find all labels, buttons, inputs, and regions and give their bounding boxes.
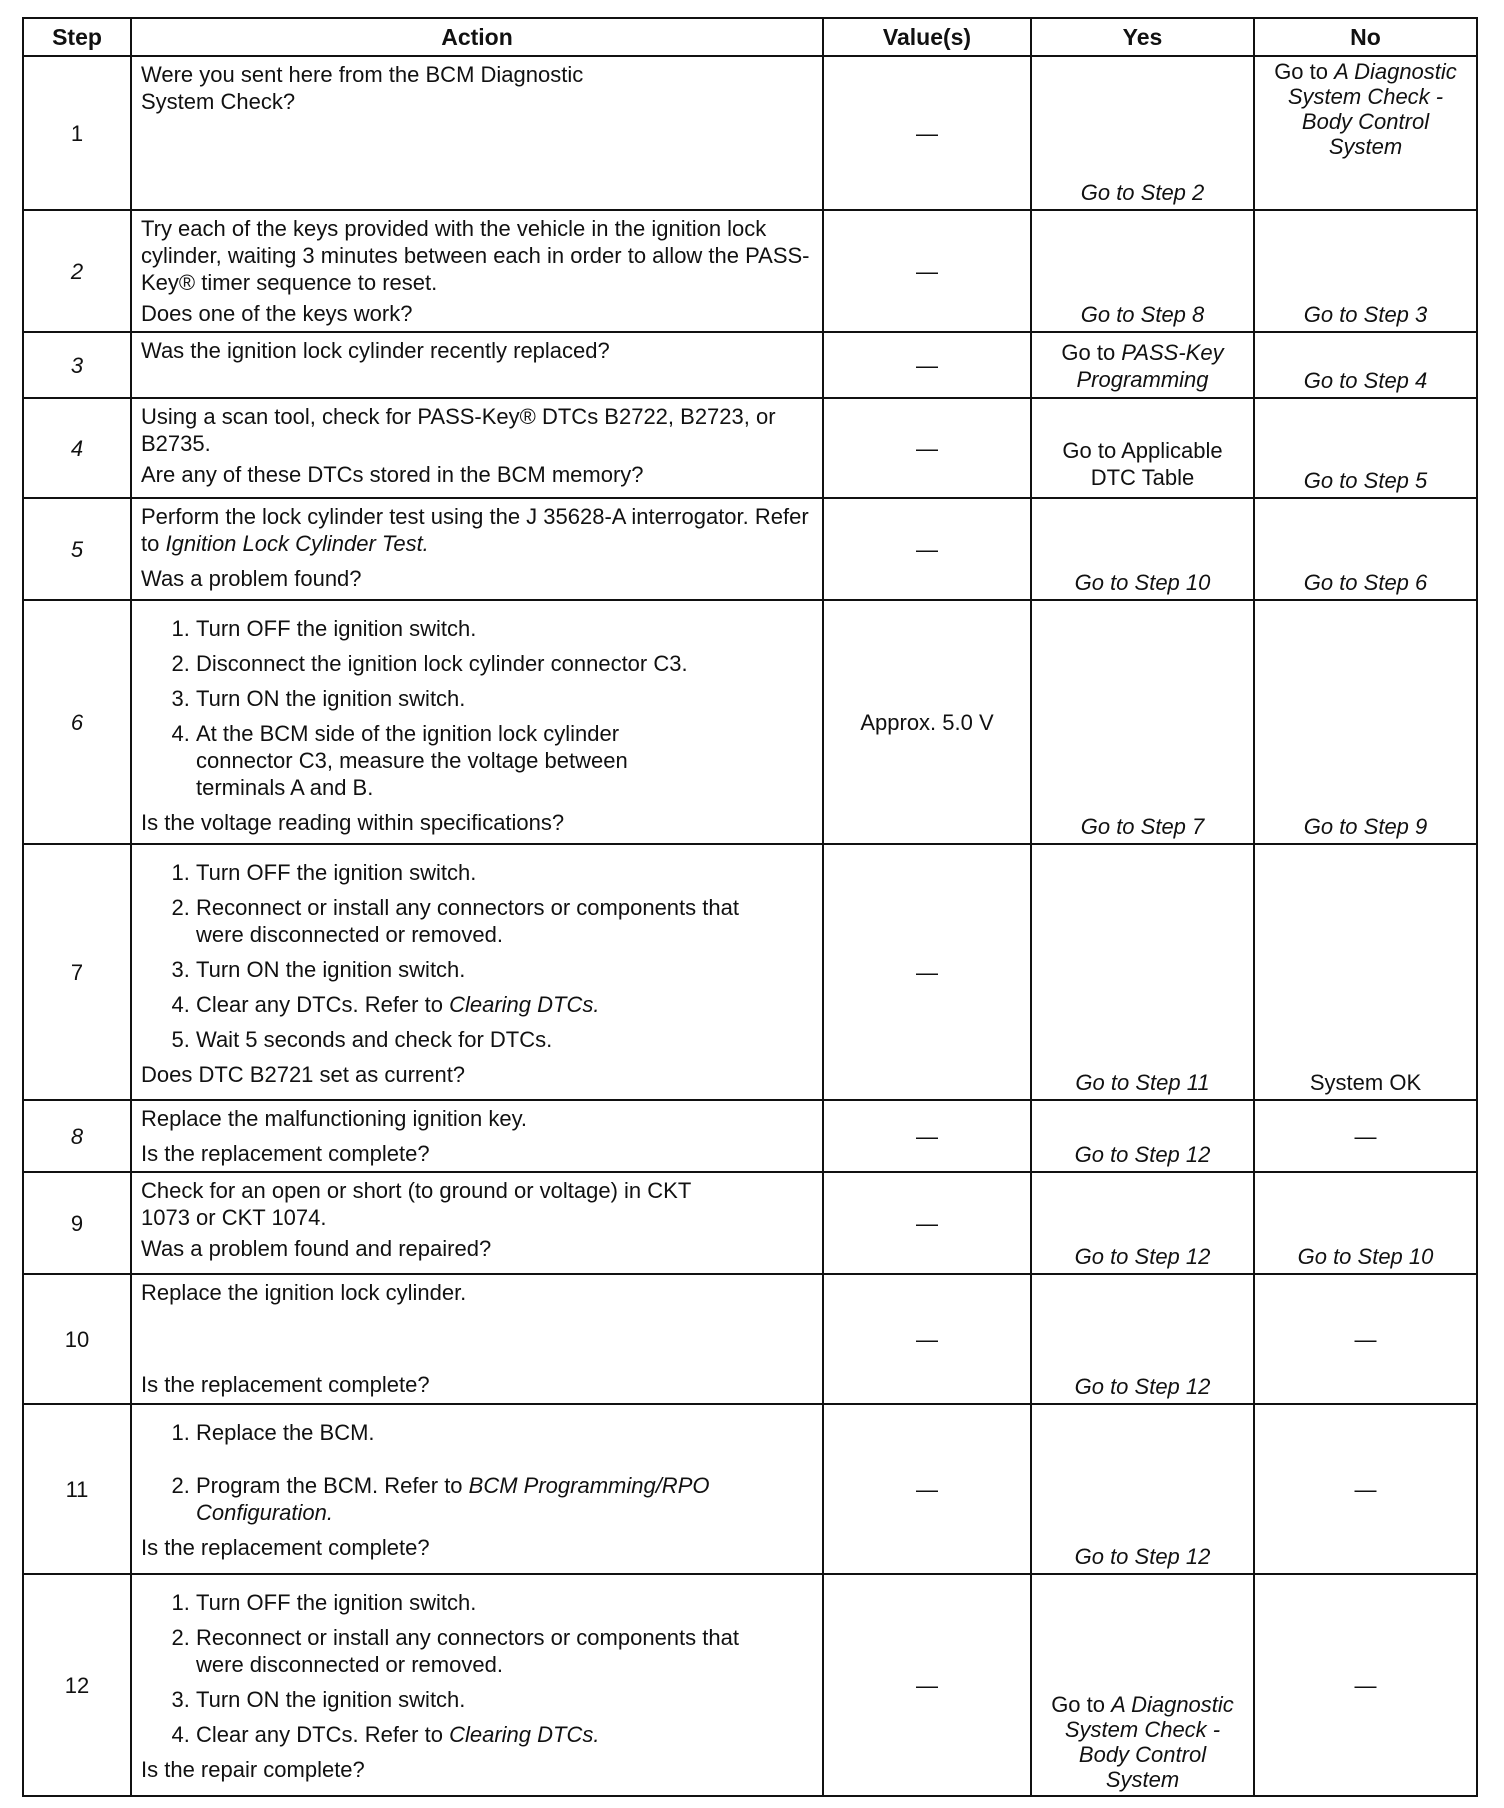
no-cell: Go to Step 9 xyxy=(1254,600,1477,844)
yes-cell xyxy=(1031,332,1254,398)
action-cell xyxy=(131,1274,823,1404)
diagnostic-system-check-link[interactable]: A Diagnostic System Check - Body Control System xyxy=(1064,1692,1234,1792)
list-item: 2. Reconnect or install any connectors or components that were disconnected or removed. xyxy=(196,1624,786,1678)
diagnostic-system-check-link[interactable]: A Diagnostic System Check - Body Control System xyxy=(1287,59,1457,159)
yes-cell: Go to Step 12 xyxy=(1031,1100,1254,1172)
pass-key-programming-link[interactable]: PASS-Key Programming xyxy=(1076,339,1224,392)
ignition-lock-cylinder-test-link[interactable]: Ignition Lock Cylinder Test. xyxy=(165,531,429,556)
table-row xyxy=(23,844,1477,1100)
no-prefix: Go to xyxy=(1274,59,1335,84)
table-row xyxy=(23,332,1477,398)
value-cell: — xyxy=(823,844,1031,1100)
list-item: 3. Turn ON the ignition switch. xyxy=(196,685,736,712)
yes-cell: Go to Step 2 xyxy=(1031,56,1254,210)
step-number: 2 xyxy=(23,210,131,332)
value-cell: — xyxy=(823,1172,1031,1274)
value-cell: — xyxy=(823,1574,1031,1796)
list-item: 2. Disconnect the ignition lock cylinder connector C3. xyxy=(196,650,736,677)
value-cell: Approx. 5.0 V xyxy=(823,600,1031,844)
value-cell: — xyxy=(823,398,1031,498)
no-cell xyxy=(1254,56,1477,210)
header-row xyxy=(23,18,1477,56)
action-question: Are any of these DTCs stored in the BCM memory? xyxy=(141,462,644,487)
table-row xyxy=(23,600,1477,844)
action-cell xyxy=(131,1574,823,1796)
action-question: Is the replacement complete? xyxy=(141,1372,430,1397)
action-cell xyxy=(131,1404,823,1574)
action-list xyxy=(141,1589,786,1748)
step-number: 8 xyxy=(23,1100,131,1172)
step-number: 10 xyxy=(23,1274,131,1404)
header-yes: Yes xyxy=(1031,18,1254,56)
header-step: Step xyxy=(23,18,131,56)
no-cell: System OK xyxy=(1254,844,1477,1100)
value-cell: — xyxy=(823,1100,1031,1172)
diagnostic-table xyxy=(22,17,1478,1797)
action-cell xyxy=(131,332,823,398)
yes-prefix: Go to xyxy=(1061,339,1122,365)
list-item xyxy=(196,991,786,1018)
action-block xyxy=(141,1279,813,1398)
clearing-dtcs-link[interactable]: Clearing DTCs. xyxy=(449,1722,600,1747)
list-item: 1. Turn OFF the ignition switch. xyxy=(196,859,786,886)
action-text: Check for an open or short (to ground or voltage) in CKT 1073 or CKT 1074. xyxy=(141,1178,691,1230)
yes-cell: Go to Step 10 xyxy=(1031,498,1254,600)
value-cell: — xyxy=(823,56,1031,210)
action-text: Try each of the keys provided with the vehicle in the ignition lock cylinder, waiting 3 minutes between each in order to allow the PASS-Key® timer sequence to reset. xyxy=(141,216,810,295)
yes-cell: Go to Step 8 xyxy=(1031,210,1254,332)
action-text-prefix: Perform the lock cylinder test using the J 35628-A interrogator. Refer to xyxy=(141,504,809,556)
action-text: Replace the malfunctioning ignition key. xyxy=(141,1106,528,1131)
step-number: 1 xyxy=(23,56,131,210)
list-item-prefix: Clear any DTCs. Refer to xyxy=(196,992,450,1017)
no-cell: Go to Step 6 xyxy=(1254,498,1477,600)
action-question: Is the repair complete? xyxy=(141,1757,365,1782)
header-no: No xyxy=(1254,18,1477,56)
no-cell: Go to Step 5 xyxy=(1254,398,1477,498)
table-row xyxy=(23,210,1477,332)
value-cell: — xyxy=(823,1274,1031,1404)
value-cell: — xyxy=(823,498,1031,600)
step-number: 12 xyxy=(23,1574,131,1796)
list-item: 1. Turn OFF the ignition switch. xyxy=(196,615,736,642)
action-question: Is the voltage reading within specifications? xyxy=(141,810,565,835)
no-cell: — xyxy=(1254,1274,1477,1404)
bcm-programming-link[interactable]: BCM Programming/RPO Configuration. xyxy=(196,1473,710,1525)
yes-cell xyxy=(1031,1574,1254,1796)
yes-cell: Go to Step 12 xyxy=(1031,1274,1254,1404)
action-list xyxy=(141,859,786,1053)
table-row xyxy=(23,1274,1477,1404)
list-item-prefix: Program the BCM. Refer to xyxy=(196,1473,469,1498)
action-question: Was a problem found? xyxy=(141,566,362,591)
action-cell xyxy=(131,56,823,210)
action-cell xyxy=(131,1172,823,1274)
yes-prefix: Go to xyxy=(1051,1692,1112,1717)
list-item: 5. Wait 5 seconds and check for DTCs. xyxy=(196,1026,786,1053)
action-text: Using a scan tool, check for PASS-Key® DTCs B2722, B2723, or B2735. xyxy=(141,404,776,456)
list-item: 1. Replace the BCM. xyxy=(196,1419,796,1446)
no-cell: Go to Step 10 xyxy=(1254,1172,1477,1274)
list-item: 3. Turn ON the ignition switch. xyxy=(196,1686,786,1713)
header-values: Value(s) xyxy=(823,18,1031,56)
action-list xyxy=(141,1419,796,1526)
table-row xyxy=(23,1100,1477,1172)
action-cell xyxy=(131,844,823,1100)
list-item: 2. Reconnect or install any connectors or components that were disconnected or removed. xyxy=(196,894,786,948)
step-number: 4 xyxy=(23,398,131,498)
step-number: 6 xyxy=(23,600,131,844)
yes-cell: Go to Step 12 xyxy=(1031,1172,1254,1274)
action-text: Replace the ignition lock cylinder. xyxy=(141,1280,467,1305)
yes-cell: Go to Step 11 xyxy=(1031,844,1254,1100)
yes-cell: Go to Step 7 xyxy=(1031,600,1254,844)
action-cell xyxy=(131,498,823,600)
step-number: 3 xyxy=(23,332,131,398)
list-item: 3. Turn ON the ignition switch. xyxy=(196,956,786,983)
table-row xyxy=(23,1404,1477,1574)
value-cell: — xyxy=(823,210,1031,332)
list-item: 4. At the BCM side of the ignition lock cylinder connector C3, measure the voltage between terminals A and B. xyxy=(196,720,676,801)
header-action: Action xyxy=(131,18,823,56)
table-row xyxy=(23,1574,1477,1796)
action-question: Does DTC B2721 set as current? xyxy=(141,1062,466,1087)
action-question: Was the ignition lock cylinder recently replaced? xyxy=(141,338,610,363)
list-item xyxy=(196,1472,796,1526)
no-cell: — xyxy=(1254,1100,1477,1172)
step-number: 11 xyxy=(23,1404,131,1574)
action-text xyxy=(141,503,813,557)
no-cell: — xyxy=(1254,1574,1477,1796)
action-cell xyxy=(131,600,823,844)
action-cell xyxy=(131,210,823,332)
value-cell: — xyxy=(823,332,1031,398)
step-number: 5 xyxy=(23,498,131,600)
step-number: 9 xyxy=(23,1172,131,1274)
step-number: 7 xyxy=(23,844,131,1100)
action-cell xyxy=(131,1100,823,1172)
no-cell: Go to Step 3 xyxy=(1254,210,1477,332)
action-text: Were you sent here from the BCM Diagnostic System Check? xyxy=(141,62,584,114)
list-item: 1. Turn OFF the ignition switch. xyxy=(196,1589,786,1616)
table-row xyxy=(23,398,1477,498)
yes-cell: Go to Step 12 xyxy=(1031,1404,1254,1574)
list-item-prefix: Clear any DTCs. Refer to xyxy=(196,1722,450,1747)
yes-cell: Go to Applicable DTC Table xyxy=(1031,398,1254,498)
list-item xyxy=(196,1721,786,1748)
table-row xyxy=(23,1172,1477,1274)
action-list xyxy=(141,615,736,801)
action-question: Is the replacement complete? xyxy=(141,1535,430,1560)
table-row xyxy=(23,498,1477,600)
action-question: Was a problem found and repaired? xyxy=(141,1236,492,1261)
clearing-dtcs-link[interactable]: Clearing DTCs. xyxy=(449,992,600,1017)
action-cell xyxy=(131,398,823,498)
table-row xyxy=(23,56,1477,210)
no-cell: — xyxy=(1254,1404,1477,1574)
action-question: Does one of the keys work? xyxy=(141,301,413,326)
action-question: Is the replacement complete? xyxy=(141,1141,430,1166)
value-cell: — xyxy=(823,1404,1031,1574)
no-cell: Go to Step 4 xyxy=(1254,332,1477,398)
